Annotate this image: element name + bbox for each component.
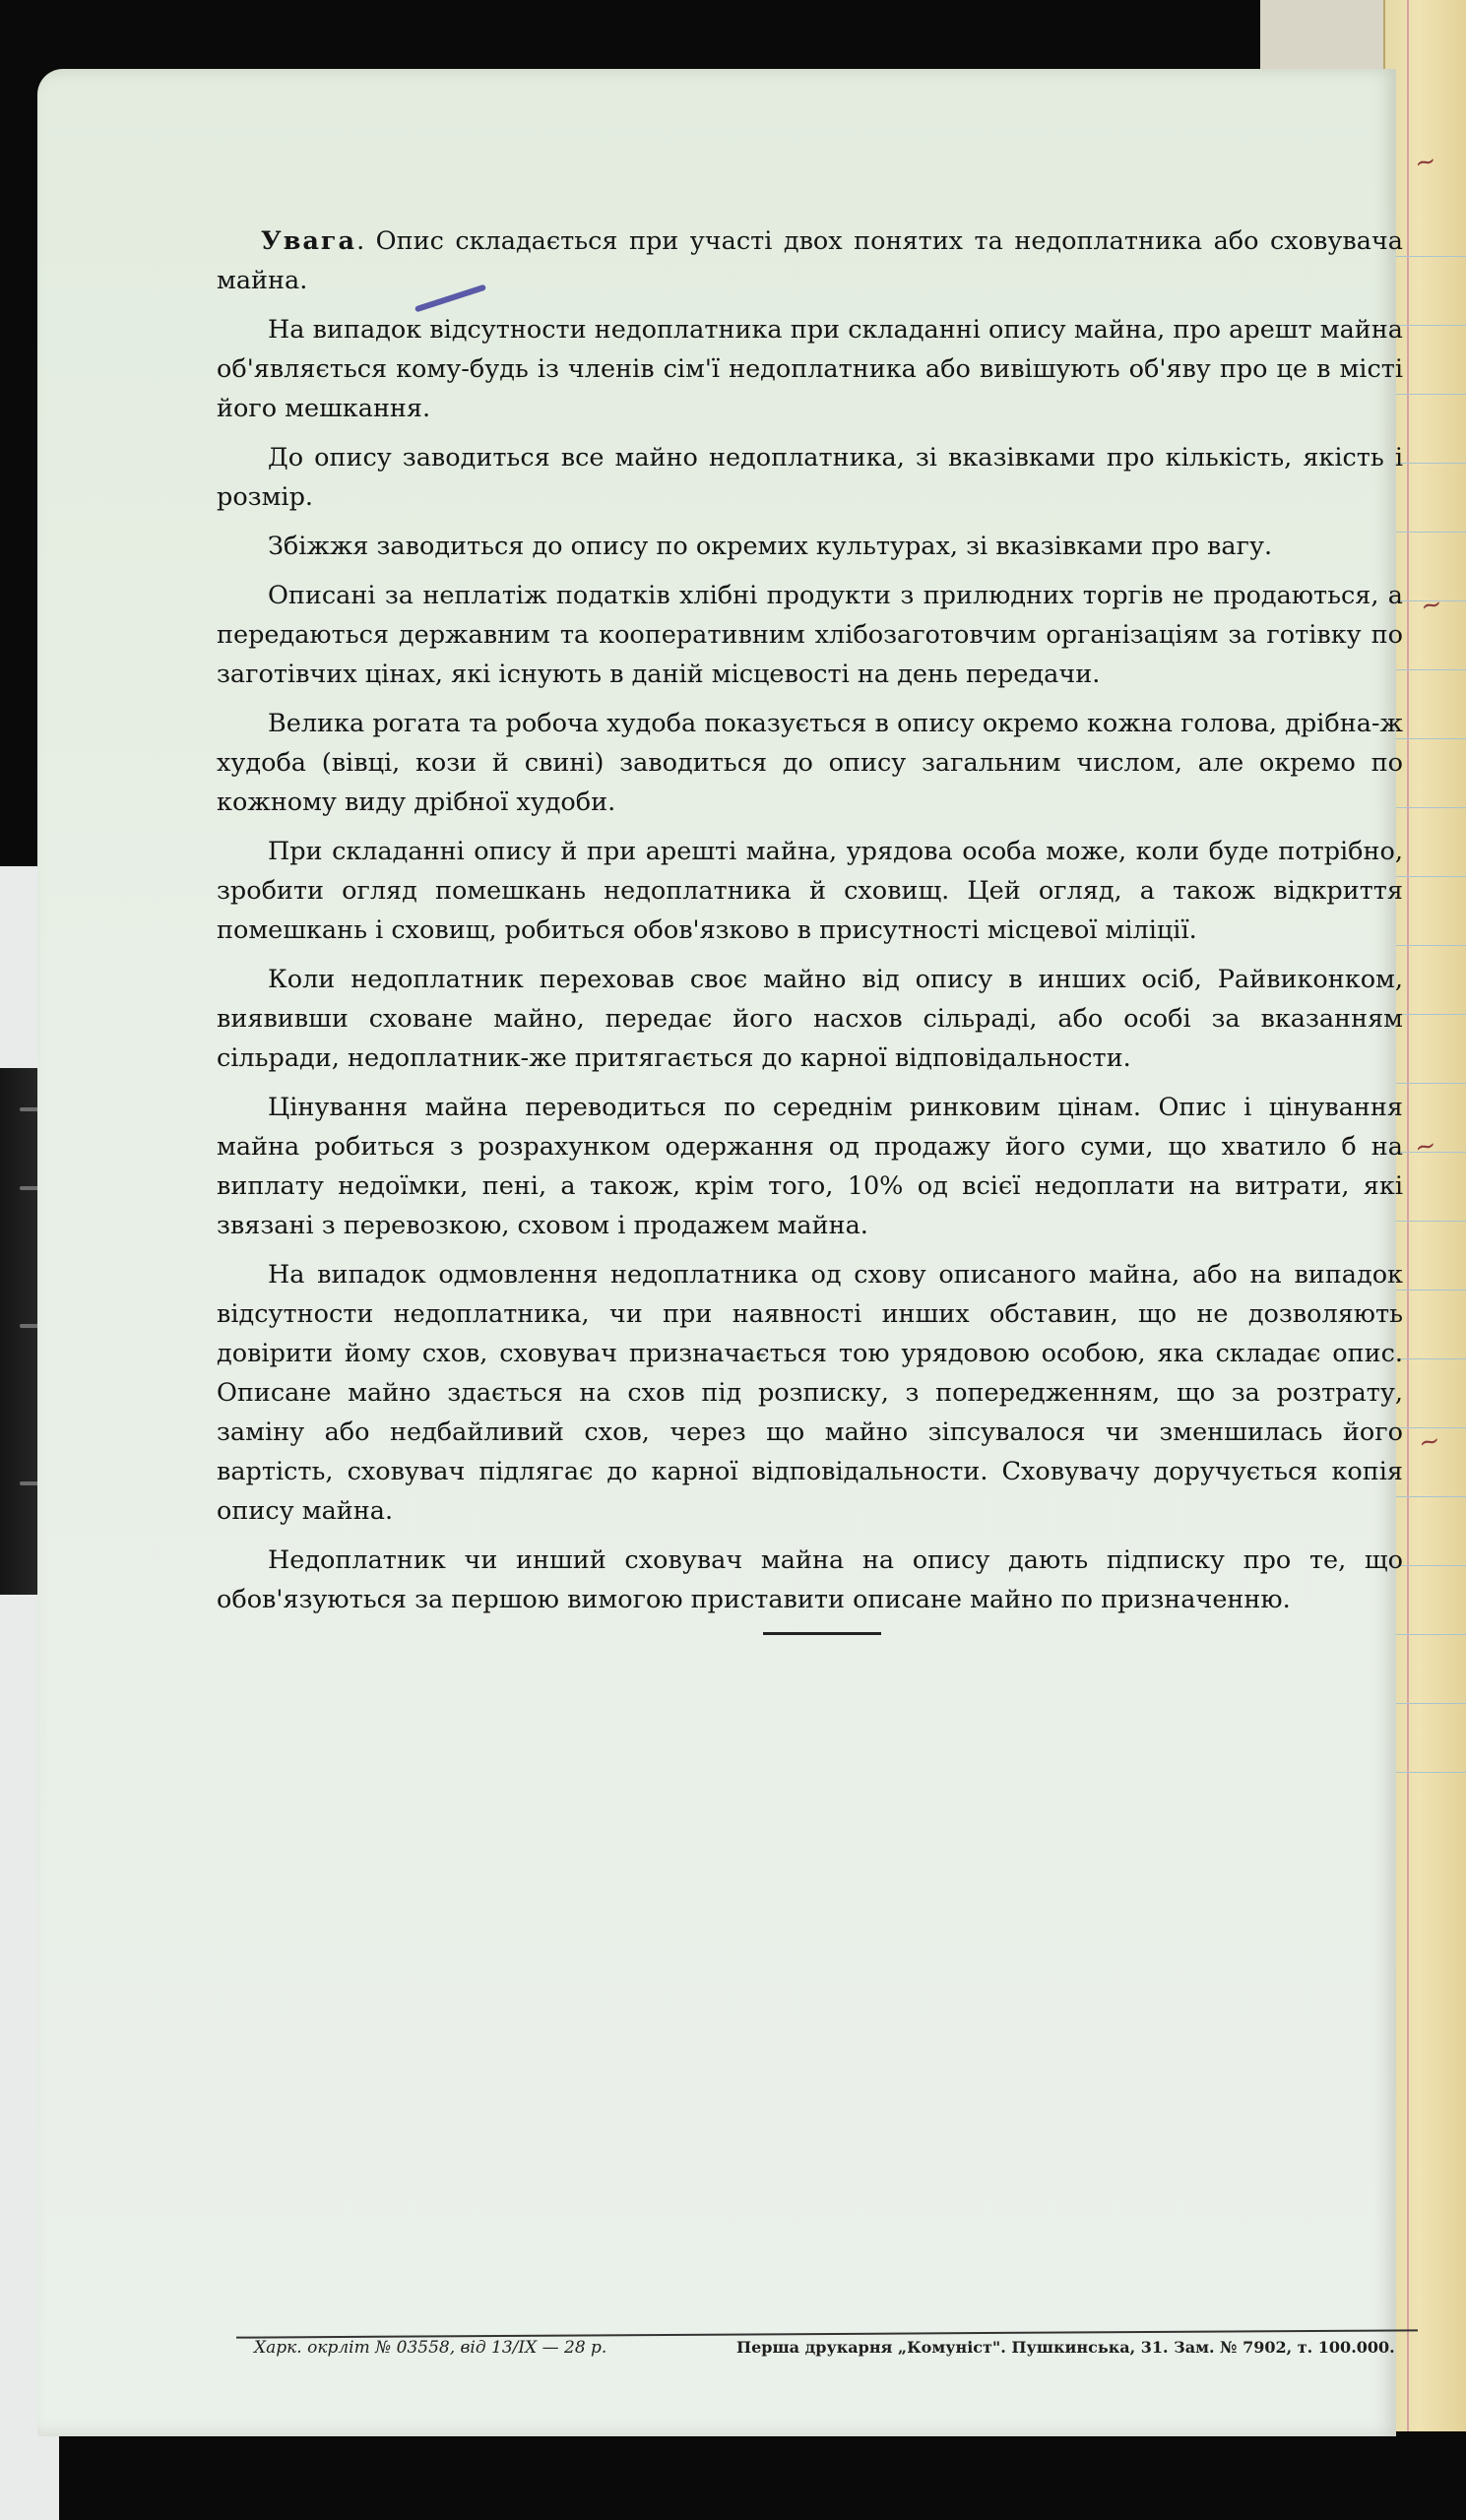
paragraph: До опису заводиться все майно недоплатника, зі вказівками про кількість, якість і розмір. bbox=[217, 443, 1403, 512]
footer-license: Харк. окрліт № 03558, від 13/IX — 28 р. bbox=[254, 2338, 607, 2358]
intro-text: . Опис складається при участі двох понятих та недоплатника або сховувача майна. bbox=[217, 226, 1403, 295]
footer-printer: Перша друкарня „Комуніст". Пушкинська, 31. Зам. № 7902, т. 100.000. bbox=[736, 2338, 1395, 2357]
paragraph: При складанні опису й при арешті майна, урядова особа може, коли буде потрібно, зробити огляд помешкань недоплатника й сховищ. Цей огляд, а також відкриття помешкань і сховищ, робиться обов'язково в присутності місцевої міліції. bbox=[217, 837, 1403, 945]
notice-label: Увага bbox=[261, 226, 357, 256]
paragraph: На випадок одмовлення недоплатника од схову описаного майна, або на випадок відсутности недоплатника, чи при наявності инших обставин, що не дозволяють довірити йому схов, сховувач призначається тою урядовою особою, яка складає опис. Описане майно здається на схов під розписку, з попередженням, що за розтрату, заміну або недбайливий схов, через що майно зіпсувалося чи зменшилась його вартість, сховувач підлягає до карної відповідальности. Сховувачу доручується копія опису майна. bbox=[217, 1260, 1403, 1526]
handwriting-mark-icon: ~ bbox=[1412, 1130, 1439, 1164]
paragraph: Цінування майна переводиться по середнім ринковим цінам. Опис і цінування майна робиться з розрахунком одержання од продажу його суми, що хватило б на виплату недоїмки, пені, а також, крім того, 10% од всієї недоплати на витрати, які звязані з перевозкою, сховом і продажем майна. bbox=[217, 1093, 1403, 1240]
document-body bbox=[217, 221, 1403, 1629]
handwriting-mark-icon: ~ bbox=[1416, 1425, 1443, 1459]
paragraph: Велика рогата та робоча худоба показується в опису окремо кожна голова, дрібна-ж худоба (вівці, кози й свині) заводиться до опису загальним числом, але окремо по кожному виду дрібної худоби. bbox=[217, 709, 1403, 817]
paragraph: Описані за неплатіж податків хлібні продукти з прилюдних торгів не продаються, а передаються державним та кооперативним хлібозаготовчим організаціям за готівку по заготівчих цінах, які існують в даній місцевості на день передачи. bbox=[217, 581, 1403, 689]
page-edge bbox=[1260, 0, 1398, 69]
handwriting-mark-icon: ~ bbox=[1418, 589, 1445, 622]
intro-paragraph bbox=[217, 221, 1403, 300]
paragraph: Коли недоплатник переховав своє майно від опису в инших осіб, Райвиконком, виявивши сховане майно, передає його насхов сільраді, або особі за вказанням сільради, недоплатник-же притягається до карної відповідальности. bbox=[217, 965, 1403, 1073]
paragraph: На випадок відсутности недоплатника при складанні опису майна, про арешт майна об'являється кому-будь із членів сім'ї недоплатника або вивішують об'яву про це в місті його мешкання. bbox=[217, 315, 1403, 423]
handwriting-mark-icon: ~ bbox=[1412, 146, 1439, 179]
paragraph: Збіжжя заводиться до опису по окремих культурах, зі вказівками про вагу. bbox=[268, 532, 1273, 561]
section-divider bbox=[763, 1632, 881, 1635]
paragraph: Недоплатник чи инший сховувач майна на опису дають підписку про те, що обов'язуються за першою вимогою приставити описане майно по призначенню. bbox=[217, 1545, 1403, 1614]
